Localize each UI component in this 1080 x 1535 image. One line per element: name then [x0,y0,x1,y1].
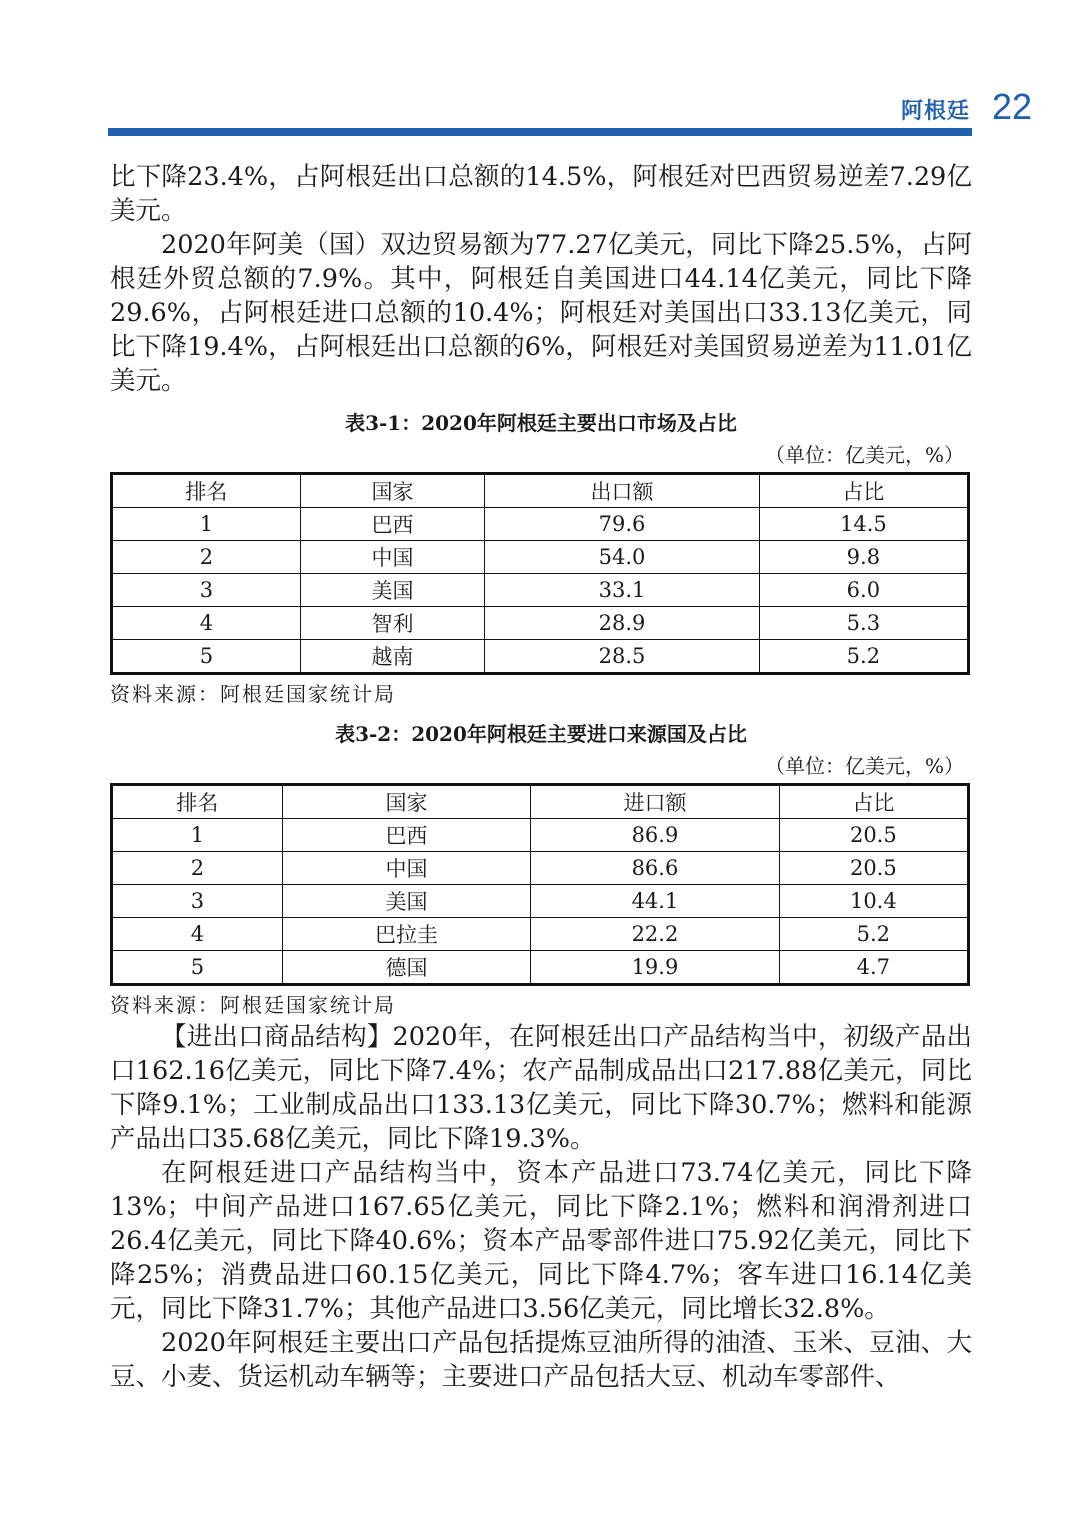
table-header-cell: 排名 [112,474,301,508]
table-cell: 智利 [300,607,484,640]
table1 [110,472,970,675]
table2-source: 资料来源：阿根廷国家统计局 [110,993,396,1017]
table-header-cell: 进口额 [531,785,779,819]
table-cell: 巴西 [282,819,530,852]
table-cell: 6.0 [759,574,968,607]
table-row [112,885,969,918]
table-cell: 4 [112,607,301,640]
table-cell: 3 [112,885,283,918]
table-header-cell: 出口额 [485,474,760,508]
table-cell: 19.9 [531,951,779,985]
table-row [112,607,969,640]
table-cell: 22.2 [531,918,779,951]
table-header-cell: 国家 [282,785,530,819]
table-row [112,951,969,985]
table-cell: 美国 [300,574,484,607]
paragraph: 在阿根廷进口产品结构当中，资本产品进口73.74亿美元，同比下降13%；中间产品进口167.65亿美元，同比下降2.1%；燃料和润滑剂进口26.4亿美元，同比下降40.6%；资本产品零部件进口75.92亿美元，同比下降25%；消费品进口60.15亿美元，同比下降4.7%；客车进口16.14亿美元，同比下降31.7%；其他产品进口3.56亿美元，同比增长32.8%。 [110,1158,972,1324]
table-row [112,508,969,541]
table-cell: 33.1 [485,574,760,607]
table-cell: 20.5 [779,852,968,885]
table-row [112,852,969,885]
table-cell: 14.5 [759,508,968,541]
table-cell: 4 [112,918,283,951]
table-cell: 2 [112,541,301,574]
table-cell: 巴拉圭 [282,918,530,951]
table1-title: 表3-1：2020年阿根廷主要出口市场及占比 [345,411,737,435]
table-cell: 2 [112,852,283,885]
table-cell: 5.2 [779,918,968,951]
table-cell: 86.9 [531,819,779,852]
table-cell: 86.6 [531,852,779,885]
paragraph: 2020年阿美（国）双边贸易额为77.27亿美元，同比下降25.5%，占阿根廷外贸总额的7.9%。其中，阿根廷自美国进口44.14亿美元，同比下降29.6%，占阿根廷进口总额的10.4%；阿根廷对美国出口33.13亿美元，同比下降19.4%，占阿根廷出口总额的6%，阿根廷对美国贸易逆差为11.01亿美元。 [110,230,972,396]
table-cell: 20.5 [779,819,968,852]
table-cell: 10.4 [779,885,968,918]
table-cell: 44.1 [531,885,779,918]
table-row [112,574,969,607]
table-cell: 5 [112,951,283,985]
table-header-cell: 占比 [779,785,968,819]
table1-unit: （单位：亿美元，%） [764,443,964,467]
table-row [112,819,969,852]
table-cell: 79.6 [485,508,760,541]
table-cell: 5 [112,640,301,674]
table-cell: 1 [112,508,301,541]
table-cell: 3 [112,574,301,607]
table-row [112,640,969,674]
table-row [112,541,969,574]
page-header [0,0,1080,140]
table-header-cell: 国家 [300,474,484,508]
paragraph: 【进出口商品结构】2020年，在阿根廷出口产品结构当中，初级产品出口162.16亿美元，同比下降7.4%；农产品制成品出口217.88亿美元，同比下降9.1%；工业制成品出口133.13亿美元，同比下降30.7%；燃料和能源产品出口35.68亿美元，同比下降19.3%。 [110,1022,972,1154]
table-cell: 5.2 [759,640,968,674]
table-header-cell: 占比 [759,474,968,508]
header-rule [108,128,972,136]
table-header-row [112,474,969,508]
table-cell: 4.7 [779,951,968,985]
paragraph: 比下降23.4%，占阿根廷出口总额的14.5%，阿根廷对巴西贸易逆差7.29亿美元。 [110,162,972,226]
table2 [110,783,970,986]
table-header-row [112,785,969,819]
table-cell: 德国 [282,951,530,985]
header-country: 阿根廷 [900,99,970,124]
table1-source: 资料来源：阿根廷国家统计局 [110,682,396,706]
page-number: 22 [991,86,1032,127]
table2-unit: （单位：亿美元，%） [764,754,964,778]
table-cell: 越南 [300,640,484,674]
paragraph: 2020年阿根廷主要出口产品包括提炼豆油所得的油渣、玉米、豆油、大豆、小麦、货运机动车辆等；主要进口产品包括大豆、机动车零部件、 [110,1328,972,1392]
table-cell: 中国 [282,852,530,885]
table-cell: 54.0 [485,541,760,574]
table-row [112,918,969,951]
table-cell: 巴西 [300,508,484,541]
table-cell: 28.5 [485,640,760,674]
table-header-cell: 排名 [112,785,283,819]
table2-title: 表3-2：2020年阿根廷主要进口来源国及占比 [335,722,747,746]
table-cell: 9.8 [759,541,968,574]
table-cell: 5.3 [759,607,968,640]
table-cell: 28.9 [485,607,760,640]
table-cell: 中国 [300,541,484,574]
table-cell: 美国 [282,885,530,918]
page-content [110,160,972,1394]
table-cell: 1 [112,819,283,852]
